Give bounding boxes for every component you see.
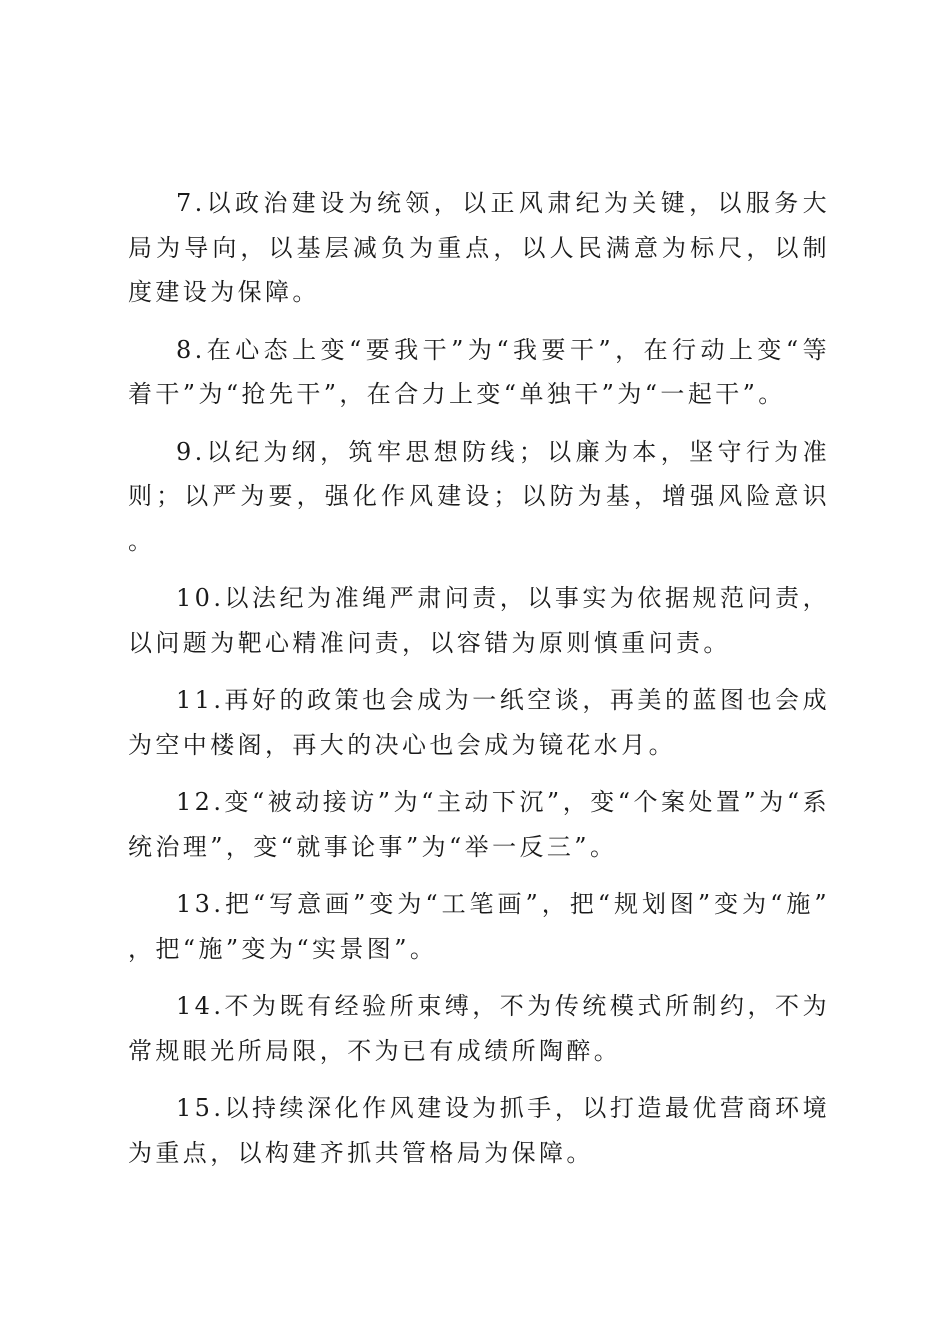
- paragraph-number: 15.: [176, 1094, 225, 1122]
- paragraph-13: [128, 882, 830, 971]
- paragraph-text: 变“被动接访”为“主动下沉”，变“个案处置”为“系统治理”，变“就事论事”为“举一反三”。: [128, 788, 830, 861]
- paragraph-text: 以政治建设为统领，以正风肃纪为关键，以服务大局为导向，以基层减负为重点，以人民满意为标尺，以制度建设为保障。: [128, 189, 830, 306]
- paragraph-9: [128, 430, 830, 564]
- paragraph-text: 不为既有经验所束缚，不为传统模式所制约，不为常规眼光所局限，不为已有成绩所陶醉。: [128, 992, 830, 1065]
- paragraph-text: 以法纪为准绳严肃问责，以事实为依据规范问责，以问题为靶心精准问责，以容错为原则慎重问责。: [128, 584, 830, 657]
- paragraph-text: 在心态上变“要我干”为“我要干”，在行动上变“等着干”为“抢先干”，在合力上变“单独干”为“一起干”。: [128, 335, 830, 408]
- paragraph-10: [128, 576, 830, 665]
- paragraph-number: 13.: [176, 890, 225, 918]
- paragraph-text: 以持续深化作风建设为抓手，以打造最优营商环境为重点，以构建齐抓共管格局为保障。: [128, 1094, 830, 1167]
- paragraph-text: 把“写意画”变为“工笔画”，把“规划图”变为“施”，把“施”变为“实景图”。: [128, 890, 830, 963]
- paragraph-text: 以纪为纲，筑牢思想防线；以廉为本，坚守行为准则；以严为要，强化作风建设；以防为基，增强风险意识。: [128, 437, 830, 555]
- paragraph-number: 14.: [176, 992, 225, 1020]
- paragraph-number: 11.: [176, 686, 225, 714]
- paragraph-number: 8.: [176, 335, 206, 364]
- paragraph-number: 7.: [176, 189, 206, 217]
- paragraph-number: 10.: [176, 584, 225, 612]
- paragraph-text: 再好的政策也会成为一纸空谈，再美的蓝图也会成为空中楼阁，再大的决心也会成为镜花水月。: [128, 686, 830, 759]
- paragraph-number: 9.: [176, 437, 206, 466]
- paragraph-number: 12.: [176, 788, 225, 816]
- paragraph-7: [128, 181, 830, 315]
- paragraph-12: [128, 780, 830, 869]
- document-body: [128, 181, 830, 1188]
- paragraph-14: [128, 984, 830, 1073]
- paragraph-15: [128, 1086, 830, 1175]
- paragraph-11: [128, 678, 830, 767]
- paragraph-8: [128, 328, 830, 417]
